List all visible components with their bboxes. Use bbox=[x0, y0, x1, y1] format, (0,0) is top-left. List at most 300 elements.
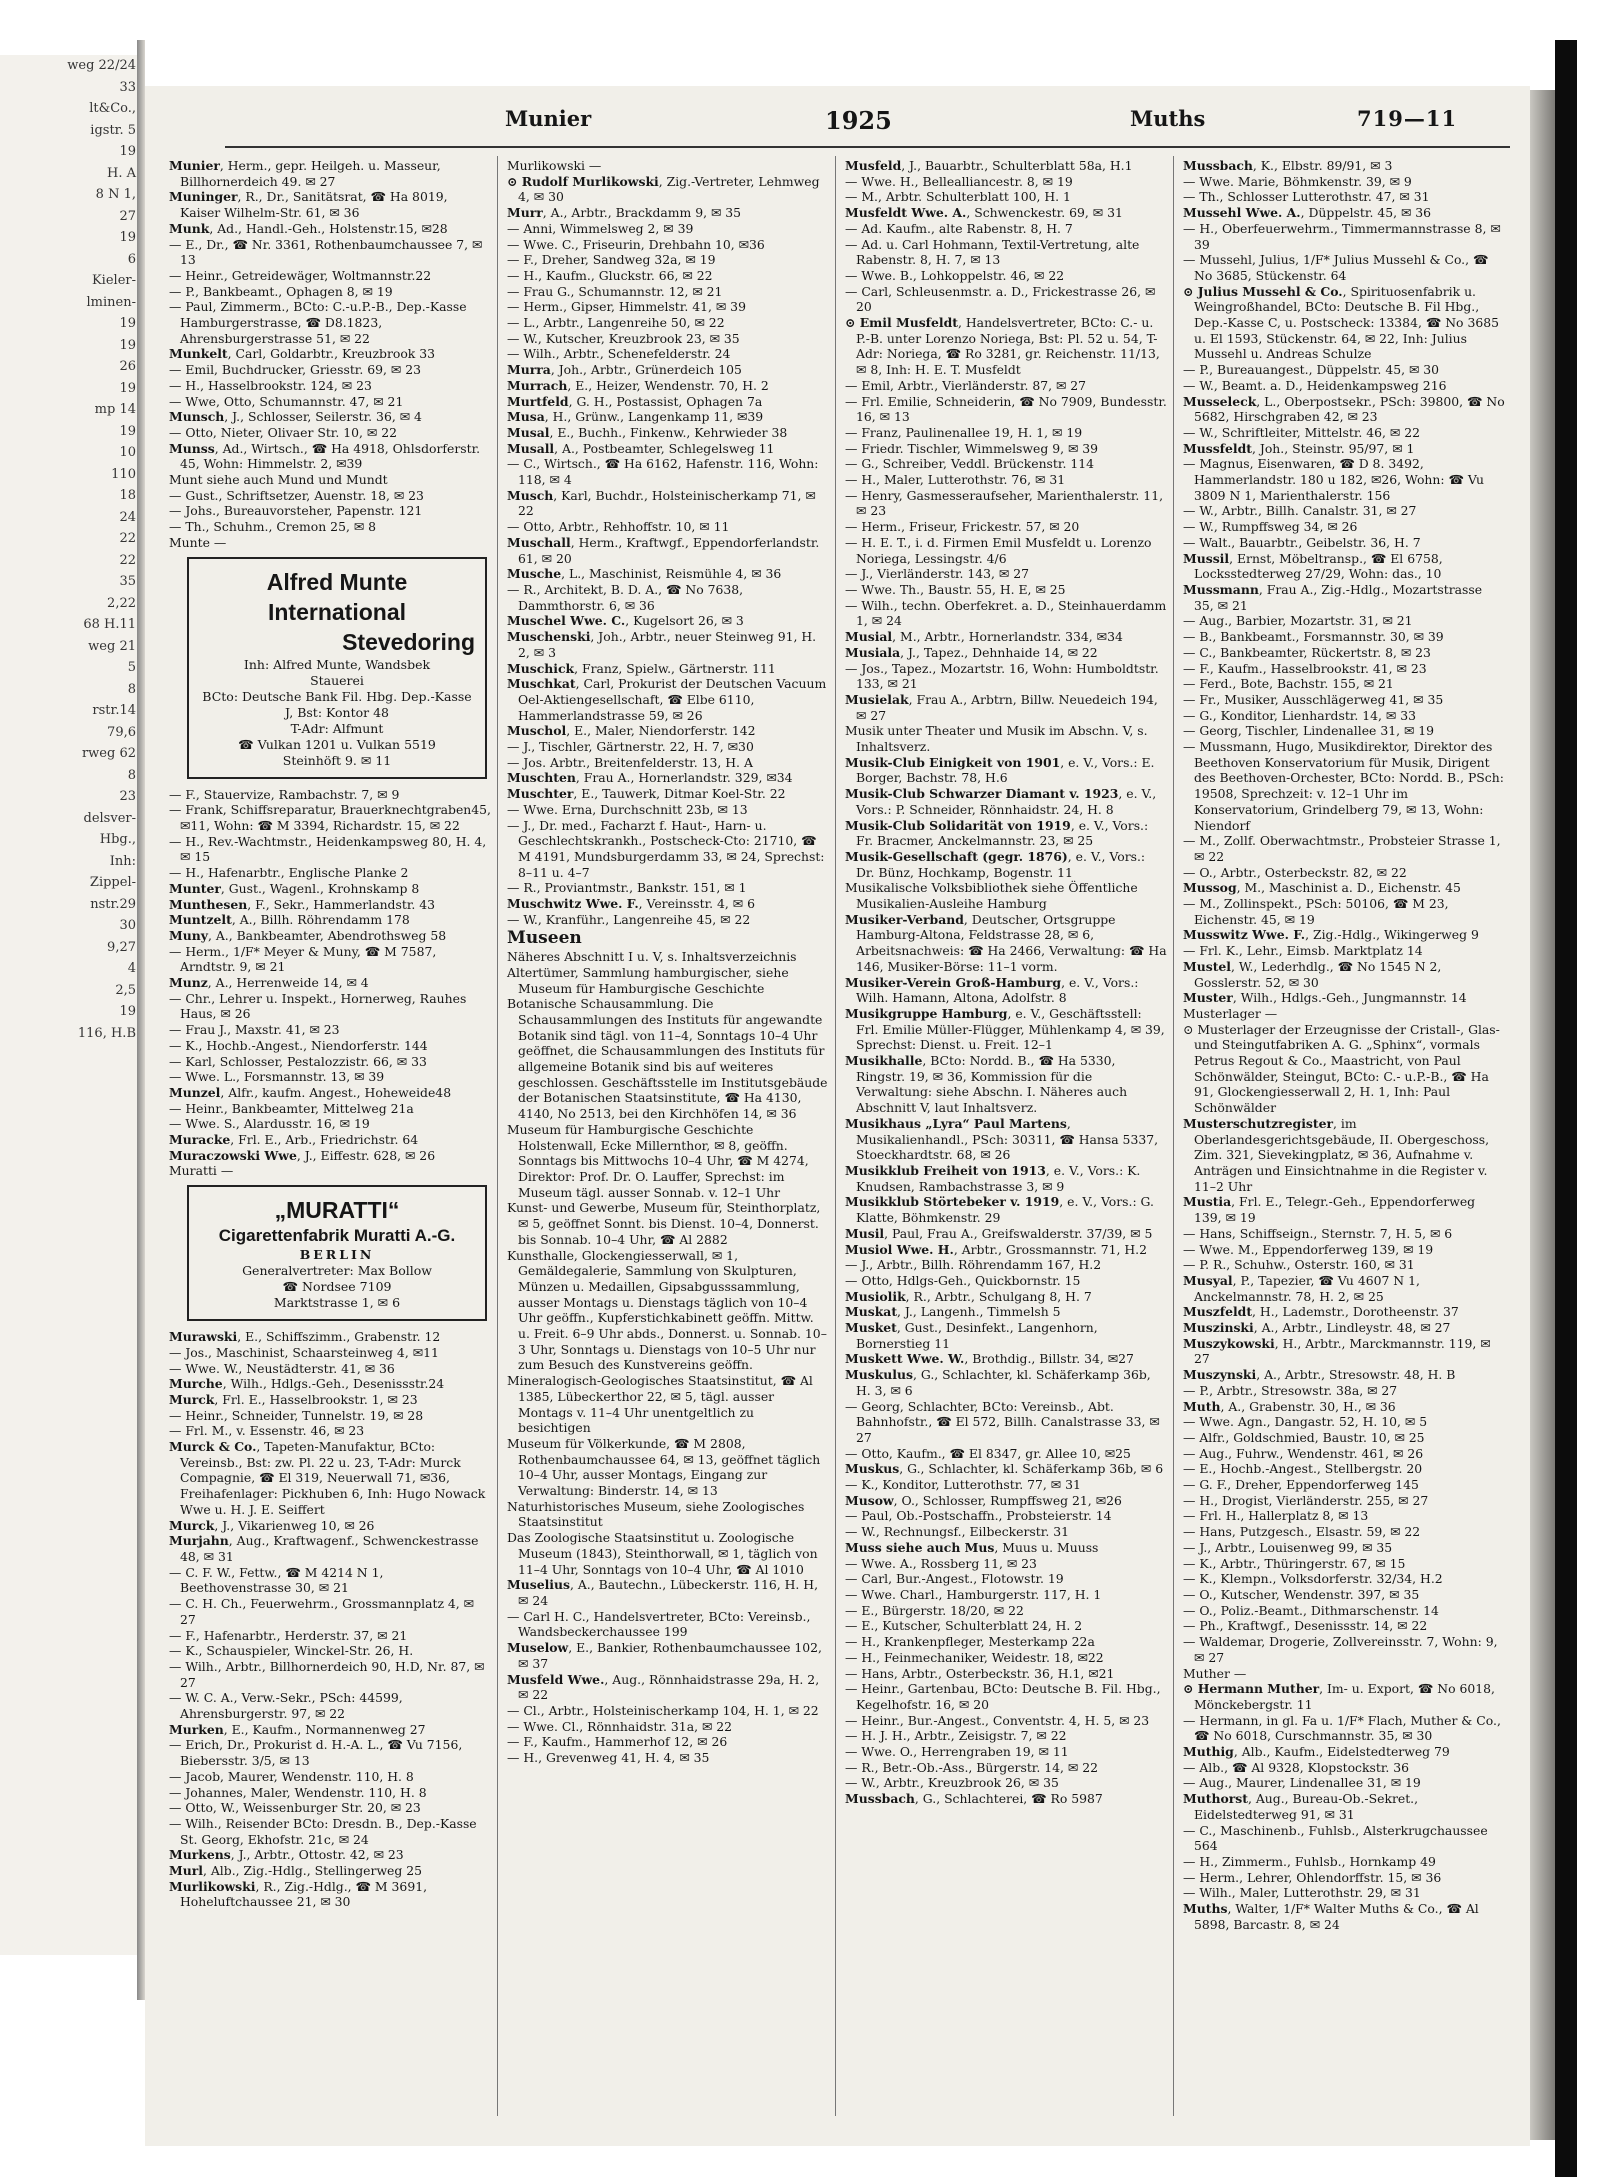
directory-entry: — Wwe. M., Eppendorferweg 139, ✉ 19 bbox=[1183, 1241, 1434, 1257]
directory-entry: — Wwe. C., Friseurin, Drehbahn 10, ✉36 bbox=[507, 236, 765, 252]
directory-entry: Mussfeldt, Joh., Steinstr. 95/97, ✉ 1 bbox=[1183, 440, 1415, 456]
directory-entry: Musik-Club Schwarzer Diamant v. 1923, e. V., Vors.: P. Schneider, Rönnhaidstr. 24, H. 8 bbox=[845, 786, 1157, 817]
ad-address: Steinhöft 9. ✉ 11 bbox=[282, 752, 392, 768]
directory-entry: — Frl. Emilie, Schneiderin, ☎ No 7909, Bundesstr. 16, ✉ 13 bbox=[845, 393, 1167, 425]
directory-entry: Muszynski, A., Arbtr., Stresowstr. 48, H. B bbox=[1183, 1367, 1456, 1383]
header-right-word: Muths bbox=[1130, 106, 1206, 131]
directory-entry: — Hans, Putzgesch., Elsastr. 59, ✉ 22 bbox=[1183, 1524, 1421, 1540]
directory-entry: — Chr., Lehrer u. Inspekt., Hornerweg, Rauhes Haus, ✉ 26 bbox=[169, 990, 467, 1022]
directory-entry: Munthesen, F., Sekr., Hammerlandstr. 43 bbox=[169, 896, 436, 912]
directory-entry: — Aug., Fuhrw., Wendenstr. 461, ✉ 26 bbox=[1183, 1445, 1424, 1461]
directory-entry: — Wwe. Charl., Hamburgerstr. 117, H. 1 bbox=[845, 1586, 1102, 1602]
margin-fragment: 8 bbox=[127, 767, 136, 783]
directory-entry: — O., Kutscher, Wendenstr. 397, ✉ 35 bbox=[1183, 1586, 1420, 1602]
directory-entry: — W., Rechnungsf., Eilbeckerstr. 31 bbox=[845, 1524, 1069, 1540]
directory-entry: — Heinr., Getreidewäger, Woltmannstr.22 bbox=[169, 267, 432, 283]
margin-fragment: 2,22 bbox=[107, 595, 136, 611]
directory-entry: — P. R., Schuhw., Osterstr. 160, ✉ 31 bbox=[1183, 1257, 1415, 1273]
directory-entry: Muskett Wwe. W., Brothdig., Billstr. 34, ✉27 bbox=[845, 1351, 1134, 1367]
directory-entry: — J., Arbtr., Louisenweg 99, ✉ 35 bbox=[1183, 1539, 1393, 1555]
directory-entry: — H., Kaufm., Gluckstr. 66, ✉ 22 bbox=[507, 267, 713, 283]
directory-entry: Muratti — bbox=[169, 1163, 234, 1179]
directory-entry: Musial, M., Arbtr., Hornerlandstr. 334, ✉34 bbox=[845, 629, 1123, 645]
directory-entry: — R., Proviantmstr., Bankstr. 151, ✉ 1 bbox=[507, 880, 747, 896]
directory-entry: — Aug., Maurer, Lindenallee 31, ✉ 19 bbox=[1183, 1775, 1421, 1791]
section-note: Näheres Abschnitt I u. V, s. Inhaltsverzeichnis bbox=[507, 949, 797, 965]
directory-entry: Murtfeld, G. H., Postassist, Ophagen 7a bbox=[507, 393, 763, 409]
directory-entry: — Wwe. B., Lohkoppelstr. 46, ✉ 22 bbox=[845, 267, 1065, 283]
directory-entry: Musket, Gust., Desinfekt., Langenhorn, Bornerstieg 11 bbox=[845, 1320, 1098, 1351]
directory-entry: — Carl, Schleusenmstr. a. D., Frickestrasse 26, ✉ 20 bbox=[845, 283, 1156, 315]
ad-title: Stevedoring bbox=[342, 628, 475, 655]
directory-entry: — H., Hafenarbtr., Englische Planke 2 bbox=[169, 865, 409, 881]
directory-entry: Mussehl Wwe. A., Düppelstr. 45, ✉ 36 bbox=[1183, 205, 1432, 221]
margin-fragment: 5 bbox=[127, 660, 136, 675]
directory-entry: — Heinr., Bankbeamter, Mittelweg 21a bbox=[169, 1100, 414, 1116]
header-rule bbox=[225, 146, 1510, 148]
directory-entry: Musyal, P., Tapezier, ☎ Vu 4607 N 1, Anckelmannstr. 78, H. 2, ✉ 25 bbox=[1183, 1272, 1420, 1304]
directory-entry: Muschick, Franz, Spielw., Gärtnerstr. 111 bbox=[507, 660, 776, 676]
directory-entry: — W., Beamt. a. D., Heidenkampsweg 216 bbox=[1183, 377, 1447, 393]
margin-fragment: 19 bbox=[119, 316, 136, 331]
directory-entry: Munz, A., Herrenweide 14, ✉ 4 bbox=[169, 975, 369, 991]
directory-entry: — Frank, Schiffsreparatur, Brauerknechtgraben45, ✉11, Wohn: ☎ M 3394, Richardstr. 15, ✉ 22 bbox=[169, 802, 491, 833]
directory-entry: — Otto, Arbtr., Rehhoffstr. 10, ✉ 11 bbox=[507, 519, 730, 535]
directory-entry: Musiolik, R., Arbtr., Schulgang 8, H. 7 bbox=[845, 1288, 1092, 1304]
directory-entry: — Frau J., Maxstr. 41, ✉ 23 bbox=[169, 1022, 340, 1038]
directory-entry: — Franz, Paulinenallee 19, H. 1, ✉ 19 bbox=[845, 424, 1083, 440]
directory-entry: Musik-Club Einigkeit von 1901, e. V., Vors.: E. Borger, Bachstr. 78, H.6 bbox=[845, 754, 1155, 786]
directory-entry: ⊙ Emil Musfeldt, Handelsvertreter, BCto: C.- u. P.-B. unter Lorenzo Noriega, Bst: Pl. 52 u. 54, T-Adr: Noriega, ☎ Ro 3281, gr. Reichenstr. 11/13, ✉ 8, Inh: H. E. T. Musfeldt bbox=[845, 315, 1160, 378]
directory-entry: Mussil, Ernst, Möbeltransp., ☎ El 6758, Locksstedterweg 27/29, Wohn: das., 10 bbox=[1183, 550, 1443, 582]
directory-entry: — Wwe. A., Rossberg 11, ✉ 23 bbox=[845, 1555, 1037, 1571]
directory-entry: Musikklub Störtebeker v. 1919, e. V., Vors.: G. Klatte, Böhmkenstr. 29 bbox=[845, 1194, 1154, 1226]
directory-entry: — Emil, Arbtr., Vierländerstr. 87, ✉ 27 bbox=[845, 377, 1087, 393]
margin-fragment: 2,5 bbox=[115, 982, 136, 998]
directory-entry: Munss, Ad., Wirtsch., ☎ Ha 4918, Ohlsdorferstr. 45, Wohn: Himmelstr. 2, ✉39 bbox=[169, 440, 481, 472]
directory-entry: — C., Wirtsch., ☎ Ha 6162, Hafenstr. 116, Wohn: 118, ✉ 4 bbox=[507, 456, 819, 488]
museum-entry: Naturhistorisches Museum, siehe Zoologisches Staatsinstitut bbox=[507, 1498, 805, 1530]
directory-entry: Muracke, Frl. E., Arb., Friedrichstr. 64 bbox=[169, 1132, 419, 1148]
directory-entry: — M., Arbtr. Schulterblatt 100, H. 1 bbox=[845, 189, 1071, 205]
header-left-word: Munier bbox=[505, 106, 592, 131]
directory-entry: Muntzelt, A., Billh. Röhrendamm 178 bbox=[169, 912, 410, 928]
column-3 bbox=[845, 158, 1167, 1807]
margin-fragment: rstr.14 bbox=[92, 703, 136, 718]
directory-entry: — M., Zollinspekt., PSch: 50106, ☎ M 23, Eichenstr. 45, ✉ 19 bbox=[1183, 896, 1449, 927]
margin-fragment: Inh: bbox=[109, 853, 136, 869]
directory-entry: — Wilh., Arbtr., Billhornerdeich 90, H.D, Nr. 87, ✉ 27 bbox=[169, 1658, 485, 1690]
directory-entry: Munkelt, Carl, Goldarbtr., Kreuzbrook 33 bbox=[169, 346, 436, 362]
margin-fragment: mp 14 bbox=[94, 402, 136, 417]
directory-entry: — Waldemar, Drogerie, Zollvereinsstr. 7, Wohn: 9, ✉ 27 bbox=[1183, 1634, 1498, 1665]
museum-entry: Kunst- und Gewerbe, Museum für, Steinthorplatz, ✉ 5, geöffnet Sonnt. bis Dienst. 10–4, Donnerst. bis Sonnab. 10–4 Uhr, ☎ Al 2882 bbox=[507, 1200, 821, 1247]
directory-entry: Muthorst, Aug., Bureau-Ob.-Sekret., Eidelstedterweg 91, ✉ 31 bbox=[1183, 1791, 1419, 1822]
directory-entry: — Wilh., Arbtr., Schenefelderstr. 24 bbox=[507, 346, 731, 362]
directory-entry: — Herm., 1/F* Meyer & Muny, ☎ M 7587, Arndtstr. 9, ✉ 21 bbox=[169, 943, 437, 975]
directory-entry: Musfeld, J., Bauarbtr., Schulterblatt 58a, H.1 bbox=[845, 158, 1133, 173]
directory-entry: — H. E. T., i. d. Firmen Emil Musfeldt u. Lorenzo Noriega, Lessingstr. 4/6 bbox=[845, 534, 1152, 566]
margin-fragment: 27 bbox=[119, 208, 136, 224]
directory-entry: Murr, A., Arbtr., Brackdamm 9, ✉ 35 bbox=[507, 205, 742, 221]
directory-entry: ⊙ Musterlager der Erzeugnisse der Cristall-, Glas- und Steingutfabriken A. G. „Sphinx“, vormals Petrus Regout & Co., Maastricht, von Paul Schönwälder, Steingut, BCto: C.- u.P.-B., ☎ Ha 91, Glockengiesserwall 2, H. 1, Inh: Paul Schönwälder bbox=[1183, 1021, 1500, 1116]
directory-entry: — Alb., ☎ Al 9328, Klopstockstr. 36 bbox=[1183, 1759, 1410, 1775]
directory-entry: — Hans, Schiffseign., Sternstr. 7, H. 5, ✉ 6 bbox=[1183, 1225, 1453, 1241]
directory-entry: Munzel, Alfr., kaufm. Angest., Hoheweide48 bbox=[169, 1084, 452, 1100]
directory-entry: Munter, Gust., Wagenl., Krohnskamp 8 bbox=[169, 880, 420, 896]
margin-fragment: 23 bbox=[119, 789, 136, 804]
directory-entry: — Friedr. Tischler, Wimmelsweg 9, ✉ 39 bbox=[845, 440, 1099, 456]
museum-entry: Altertümer, Sammlung hamburgischer, siehe Museum für Hamburgische Geschichte bbox=[507, 964, 789, 996]
directory-entry: — Johannes, Maler, Wendenstr. 110, H. 8 bbox=[169, 1784, 427, 1800]
directory-entry: — Georg, Tischler, Lindenallee 31, ✉ 19 bbox=[1183, 723, 1435, 739]
directory-entry: — K., Konditor, Lutterothstr. 77, ✉ 31 bbox=[845, 1477, 1081, 1493]
directory-entry: — W., Kutscher, Kreuzbrook 23, ✉ 35 bbox=[507, 330, 740, 346]
directory-entry: — E., Dr., ☎ Nr. 3361, Rothenbaumchaussee 7, ✉ 13 bbox=[169, 236, 483, 268]
directory-entry: — Anni, Wimmelsweg 2, ✉ 39 bbox=[507, 220, 694, 236]
column-2 bbox=[507, 158, 829, 1766]
directory-entry: — G. F., Dreher, Eppendorferweg 145 bbox=[1183, 1477, 1419, 1493]
directory-entry: — J., Dr. med., Facharzt f. Haut-, Harn- u. Geschlechtskrankh., Postscheck-Cto: 21710, ☎ M 4191, Mundsburgerdamm 33, ✉ 24, Sprechst: 8–11 u. 4–7 bbox=[507, 817, 825, 880]
margin-fragment: 30 bbox=[119, 918, 136, 933]
directory-entry: — Jos. Arbtr., Breitenfelderstr. 13, H. A bbox=[507, 754, 753, 770]
directory-entry: Musche, L., Maschinist, Reismühle 4, ✉ 36 bbox=[507, 566, 782, 582]
directory-entry: — E., Bürgerstr. 18/20, ✉ 22 bbox=[845, 1602, 1024, 1618]
margin-fragment: weg 22/24 bbox=[67, 58, 136, 73]
directory-entry: — Frl. M., v. Essenstr. 46, ✉ 23 bbox=[169, 1423, 365, 1439]
directory-entry: — Wwe. L., Forsmannstr. 13, ✉ 39 bbox=[169, 1069, 385, 1085]
directory-entry: Mussbach, G., Schlachterei, ☎ Ro 5987 bbox=[845, 1791, 1103, 1807]
museum-entry: Das Zoologische Staatsinstitut u. Zoologische Museum (1843), Steinthorwall, ✉ 1, täglich von 11–4 Uhr, Sonntags von 10–4 Uhr, ☎ Al 1010 bbox=[507, 1530, 818, 1577]
directory-entry: — Heinr., Bur.-Angest., Conventstr. 4, H. 5, ✉ 23 bbox=[845, 1712, 1150, 1728]
directory-entry: Musal, E., Buchh., Finkenw., Kehrwieder 38 bbox=[507, 424, 788, 440]
directory-entry: Muschter, E., Tauwerk, Ditmar Koel-Str. 22 bbox=[507, 786, 786, 802]
directory-entry: Muny, A., Bankbeamter, Abendrothsweg 58 bbox=[169, 927, 447, 943]
ad-telegram: T-Adr: Alfmunt bbox=[290, 720, 384, 736]
directory-entry: Muskulus, G., Schlachter, kl. Schäferkamp 36b, H. 3, ✉ 6 bbox=[845, 1367, 1151, 1398]
margin-fragment: 35 bbox=[119, 574, 136, 589]
directory-entry: Muszfeldt, H., Lademstr., Dorotheenstr. 37 bbox=[1183, 1304, 1459, 1320]
directory-entry: — K., Arbtr., Thüringerstr. 67, ✉ 15 bbox=[1183, 1555, 1406, 1571]
directory-entry: Musiker-Verein Groß-Hamburg, e. V., Vors.: Wilh. Hamann, Altona, Adolfstr. 8 bbox=[845, 974, 1139, 1006]
directory-entry: Muths, Walter, 1/F* Walter Muths & Co., ☎ Al 5898, Barcastr. 8, ✉ 24 bbox=[1183, 1901, 1479, 1932]
margin-fragment: 19 bbox=[119, 230, 136, 245]
directory-entry: — Herm., Gipser, Himmelstr. 41, ✉ 39 bbox=[507, 299, 746, 315]
directory-entry: — Wwe. Agn., Dangastr. 52, H. 10, ✉ 5 bbox=[1183, 1414, 1428, 1430]
directory-entry: — Wilh., Maler, Lutterothstr. 29, ✉ 31 bbox=[1183, 1885, 1421, 1901]
ad-phone: ☎ Vulkan 1201 u. Vulkan 5519 bbox=[238, 736, 436, 752]
margin-fragment: 110 bbox=[111, 466, 136, 482]
directory-entry: — Paul, Zimmerm., BCto: C.-u.P.-B., Dep.-Kasse Hamburgerstrasse, ☎ D8.1823, Ahrensburgerstrasse 51, ✉ 22 bbox=[169, 299, 467, 346]
column-4 bbox=[1183, 158, 1505, 1932]
directory-entry: Musiala, J., Tapez., Dehnhaide 14, ✉ 22 bbox=[845, 644, 1098, 660]
directory-entry: Musterlager — bbox=[1183, 1005, 1278, 1021]
directory-entry: Musik-Club Solidarität von 1919, e. V., Vors.: Fr. Bracmer, Anckelmannstr. 23, ✉ 25 bbox=[845, 817, 1149, 849]
directory-entry: — W., Schriftleiter, Mittelstr. 46, ✉ 22 bbox=[1183, 424, 1420, 440]
directory-entry: Musiol Wwe. H., Arbtr., Grossmannstr. 71, H.2 bbox=[845, 1241, 1147, 1257]
directory-entry: — Mussehl, Julius, 1/F* Julius Mussehl & Co., ☎ No 3685, Stückenstr. 64 bbox=[1183, 252, 1489, 283]
directory-entry: Muraczowski Wwe, J., Eiffestr. 628, ✉ 26 bbox=[169, 1147, 436, 1163]
directory-entry: — O., Arbtr., Osterbeckstr. 82, ✉ 22 bbox=[1183, 864, 1407, 880]
margin-fragment: rweg 62 bbox=[81, 746, 136, 761]
directory-entry: — E., Kutscher, Schulterblatt 24, H. 2 bbox=[845, 1618, 1083, 1634]
column-1 bbox=[169, 158, 491, 1910]
ad-phone: ☎ Nordsee 7109 bbox=[282, 1279, 392, 1295]
directory-entry: — H., Rev.-Wachtmstr., Heidenkampsweg 80, H. 4, ✉ 15 bbox=[169, 833, 487, 865]
directory-entry: — Jos., Maschinist, Schaarsteinweg 4, ✉11 bbox=[169, 1344, 439, 1360]
directory-entry: — Otto, Hdlgs-Geh., Quickbornstr. 15 bbox=[845, 1272, 1081, 1288]
museum-entry: Museum für Völkerkunde, ☎ M 2808, Rothenbaumchaussee 64, ✉ 13, geöffnet täglich 10–4 Uhr, ausser Montags, Eingang zur Verwaltung: Binderstr. 14, ✉ 13 bbox=[507, 1435, 821, 1499]
directory-entry: Musikalische Volksbibliothek siehe Öffentliche Musikalien-Ausleihe Hamburg bbox=[845, 880, 1138, 912]
directory-entry: — G., Konditor, Lienhardstr. 14, ✉ 33 bbox=[1183, 707, 1416, 723]
directory-entry: — J., Arbtr., Billh. Röhrendamm 167, H.2 bbox=[845, 1257, 1102, 1273]
directory-entry: Musikgruppe Hamburg, e. V., Geschäftsstell: Frl. Emilie Müller-Flügger, Mühlenkamp 4, ✉ 39, Sprechst: Dienst. u. Freit. 12–1 bbox=[845, 1005, 1165, 1053]
directory-entry: — P., Bureauangest., Düppelstr. 45, ✉ 30 bbox=[1183, 362, 1440, 378]
directory-entry: — Wwe. Erna, Durchschnitt 23b, ✉ 13 bbox=[507, 801, 748, 817]
directory-entry: ⊙ Hermann Muther, Im- u. Export, ☎ No 6018, Mönckebergstr. 11 bbox=[1183, 1681, 1495, 1712]
directory-entry: — Paul, Ob.-Postschaffn., Probsteierstr. 14 bbox=[845, 1508, 1112, 1524]
directory-entry: — F., Dreher, Sandweg 32a, ✉ 19 bbox=[507, 252, 716, 268]
directory-entry: Musikhaus „Lyra“ Paul Martens, Musikalienhandl., PSch: 30311, ☎ Hansa 5337, Stoeckhardtstr. 68, ✉ 26 bbox=[845, 1115, 1159, 1163]
header-page-number: 719—11 bbox=[1357, 106, 1458, 131]
margin-fragment: lminen- bbox=[86, 294, 136, 310]
directory-entry: Muster, Wilh., Hdlgs.-Geh., Jungmannstr. 14 bbox=[1183, 990, 1467, 1006]
directory-entry: Musch, Karl, Buchdr., Holsteinischerkamp 71, ✉ 22 bbox=[507, 487, 816, 519]
directory-entry: — W., Arbtr., Billh. Canalstr. 31, ✉ 27 bbox=[1183, 503, 1417, 519]
margin-fragment: 19 bbox=[119, 1004, 136, 1019]
margin-fragment: 19 bbox=[119, 380, 136, 396]
ad-title: „MURATTI“ bbox=[274, 1197, 400, 1224]
directory-entry: Muszykowski, H., Arbtr., Marckmannstr. 119, ✉ 27 bbox=[1183, 1335, 1491, 1367]
directory-entry: — H., Oberfeuerwehrm., Timmermannstrasse 8, ✉ 39 bbox=[1183, 220, 1501, 252]
directory-entry: — Johs., Bureauvorsteher, Papenstr. 121 bbox=[169, 503, 423, 519]
directory-entry: — H., Drogist, Vierländerstr. 255, ✉ 27 bbox=[1183, 1492, 1429, 1508]
directory-entry: — C., Maschinenb., Fuhlsb., Alsterkrugchaussee 564 bbox=[1183, 1822, 1488, 1854]
directory-entry: Murck, J., Vikarienweg 10, ✉ 26 bbox=[169, 1517, 375, 1533]
margin-fragment: 26 bbox=[119, 359, 136, 374]
directory-entry: — Karl, Schlosser, Pestalozzistr. 66, ✉ 33 bbox=[169, 1053, 427, 1069]
directory-entry: — K., Klempn., Volksdorferstr. 32/34, H.2 bbox=[1183, 1571, 1443, 1587]
directory-entry: Musik-Gesellschaft (gegr. 1876), e. V., Vors.: Dr. Bünz, Hochkamp, Bogenstr. 11 bbox=[845, 848, 1146, 880]
margin-fragment: 10 bbox=[119, 445, 136, 460]
directory-entry: Mussbach, K., Elbstr. 89/91, ✉ 3 bbox=[1183, 158, 1393, 173]
directory-entry: — O., Poliz.-Beamt., Dithmarschenstr. 14 bbox=[1183, 1602, 1439, 1618]
directory-entry: — F., Kaufm., Hammerhof 12, ✉ 26 bbox=[507, 1734, 728, 1750]
margin-fragment: H. A bbox=[107, 165, 136, 181]
margin-fragment: 8 N 1, bbox=[95, 187, 136, 202]
directory-entry: Muther — bbox=[1183, 1665, 1247, 1681]
directory-entry: Munsch, J., Schlosser, Seilerstr. 36, ✉ 4 bbox=[169, 409, 422, 425]
directory-entry: — Wwe. Marie, Böhmkenstr. 39, ✉ 9 bbox=[1183, 173, 1412, 189]
directory-entry: Musil, Paul, Frau A., Greifswalderstr. 37/39, ✉ 5 bbox=[845, 1225, 1153, 1241]
margin-fragment: 68 H.11 bbox=[83, 617, 136, 632]
directory-entry: Murawski, E., Schiffszimm., Grabenstr. 12 bbox=[169, 1329, 441, 1345]
ad-representative: Generalvertreter: Max Bollow bbox=[242, 1263, 432, 1279]
ad-subtitle: Cigarettenfabrik Muratti A.-G. bbox=[218, 1226, 456, 1246]
directory-entry: Mustia, Frl. E., Telegr.-Geh., Eppendorferweg 139, ✉ 19 bbox=[1183, 1194, 1476, 1226]
margin-fragment: 19 bbox=[119, 337, 136, 353]
directory-entry: — H., Grevenweg 41, H. 4, ✉ 35 bbox=[507, 1750, 710, 1766]
directory-entry: Muss siehe auch Mus, Muus u. Muuss bbox=[845, 1539, 1099, 1555]
directory-entry: — Walt., Bauarbtr., Geibelstr. 36, H. 7 bbox=[1183, 534, 1421, 550]
directory-entry: — Gust., Schriftsetzer, Auenstr. 18, ✉ 23 bbox=[169, 487, 424, 503]
margin-fragment: 6 bbox=[127, 251, 136, 267]
directory-entry: Muschall, Herm., Kraftwgf., Eppendorferlandstr. 61, ✉ 20 bbox=[507, 534, 820, 566]
directory-entry: Musiker-Verband, Deutscher, Ortsgruppe Hamburg-Altona, Feldstrasse 28, ✉ 6, Arbeitsnachweis: ☎ Ha 2466, Verwaltung: ☎ Ha 146, Musiker-Börse: 11–1 vorm. bbox=[845, 911, 1167, 974]
margin-fragment: 4 bbox=[127, 961, 136, 976]
directory-entry: Musall, A., Postbeamter, Schlegelsweg 11 bbox=[507, 440, 775, 456]
directory-entry: Muthig, Alb., Kaufm., Eidelstedterweg 79 bbox=[1183, 1744, 1450, 1760]
directory-entry: Musfeld Wwe., Aug., Rönnhaidstrasse 29a, H. 2, ✉ 22 bbox=[507, 1671, 820, 1703]
margin-fragment: Kieler- bbox=[91, 273, 136, 288]
directory-entry: Musseleck, L., Oberpostsekr., PSch: 39800, ☎ No 5682, Hirschgraben 42, ✉ 23 bbox=[1183, 393, 1505, 425]
page-header bbox=[145, 106, 1530, 142]
margin-fragment: 24 bbox=[119, 509, 136, 525]
directory-entry: Muskus, G., Schlachter, kl. Schäferkamp 36b, ✉ 6 bbox=[845, 1461, 1164, 1477]
directory-entry: Mussog, M., Maschinist a. D., Eichenstr. 45 bbox=[1183, 880, 1461, 896]
directory-entry: — Herm., Friseur, Frickestr. 57, ✉ 20 bbox=[845, 519, 1080, 535]
directory-entry: — H., Krankenpfleger, Mesterkamp 22a bbox=[845, 1634, 1095, 1650]
directory-entry: — Th., Schlosser Lutterothstr. 47, ✉ 31 bbox=[1183, 189, 1430, 205]
margin-fragment: 18 bbox=[119, 488, 136, 503]
margin-fragment: lt&Co., bbox=[89, 101, 136, 116]
directory-entry: Murken, E., Kaufm., Normannenweg 27 bbox=[169, 1721, 426, 1737]
directory-entry: — J., Tischler, Gärtnerstr. 22, H. 7, ✉30 bbox=[507, 739, 754, 755]
directory-entry: — Mussmann, Hugo, Musikdirektor, Direktor des Beethoven Konservatorium für Musik, Dirigent des Beethoven-Orchester, BCto: Nordd. B., PSch: 19508, Sprechzeit: v. 12–1 Uhr im Konservatorium, Grindelberg 79, ✉ 13, Wohn: Niendorf bbox=[1183, 739, 1504, 833]
directory-entry: — F., Hafenarbtr., Herderstr. 37, ✉ 21 bbox=[169, 1627, 408, 1643]
directory-entry: — H., Hasselbrookstr. 124, ✉ 23 bbox=[169, 377, 372, 393]
directory-entry: Murck, Frl. E., Hasselbrookstr. 1, ✉ 23 bbox=[169, 1391, 418, 1407]
directory-entry: — Wwe. H., Bellealliancestr. 8, ✉ 19 bbox=[845, 173, 1073, 189]
directory-entry: — Wwe. W., Neustädterstr. 41, ✉ 36 bbox=[169, 1360, 395, 1376]
left-page-fragment bbox=[0, 55, 140, 1955]
margin-fragment: weg 21 bbox=[88, 638, 136, 654]
directory-entry: — Otto, Nieter, Olivaer Str. 10, ✉ 22 bbox=[169, 424, 397, 440]
directory-entry: — G., Schreiber, Veddl. Brückenstr. 114 bbox=[845, 456, 1094, 472]
directory-entry: Muskat, J., Langenh., Timmelsh 5 bbox=[845, 1304, 1061, 1320]
directory-entry: — Wwe, Otto, Schumannstr. 47, ✉ 21 bbox=[169, 393, 404, 409]
margin-fragment: 19 bbox=[119, 423, 136, 439]
directory-entry: — Wwe. Th., Baustr. 55, H. E, ✉ 25 bbox=[845, 581, 1066, 597]
directory-entry: Musow, O., Schlosser, Rumpffsweg 21, ✉26 bbox=[845, 1492, 1122, 1508]
directory-entry: — Cl., Arbtr., Holsteinischerkamp 104, H. 1, ✉ 22 bbox=[507, 1702, 819, 1718]
directory-entry: Muninger, R., Dr., Sanitätsrat, ☎ Ha 8019, Kaiser Wilhelm-Str. 61, ✉ 36 bbox=[169, 189, 448, 221]
directory-entry: Mustel, W., Lederhdlg., ☎ No 1545 N 2, Gosslerstr. 52, ✉ 30 bbox=[1183, 958, 1442, 990]
directory-entry: Munier, Herm., gepr. Heilgeh. u. Masseur, Billhornerdeich 49. ✉ 27 bbox=[169, 158, 441, 189]
header-year: 1925 bbox=[825, 106, 892, 135]
directory-entry: Muselius, A., Bautechn., Lübeckerstr. 116, H. H, ✉ 24 bbox=[507, 1577, 819, 1608]
directory-entry: Murlikowski, R., Zig.-Hdlg., ☎ M 3691, Hoheluftchaussee 21, ✉ 30 bbox=[169, 1878, 428, 1910]
directory-entry: — Hans, Arbtr., Osterbeckstr. 36, H.1, ✉21 bbox=[845, 1665, 1115, 1681]
directory-entry: — Frl. K., Lehr., Eimsb. Marktplatz 14 bbox=[1183, 943, 1423, 959]
directory-entry: — L., Arbtr., Langenreihe 50, ✉ 22 bbox=[507, 315, 725, 331]
directory-entry: — E., Hochb.-Angest., Stellbergstr. 20 bbox=[1183, 1461, 1423, 1477]
directory-entry: — W., Rumpffsweg 34, ✉ 26 bbox=[1183, 519, 1358, 535]
column-divider bbox=[497, 156, 498, 2116]
directory-entry: Muschwitz Wwe. F., Vereinsstr. 4, ✉ 6 bbox=[507, 896, 755, 912]
museum-entry: Museum für Hamburgische Geschichte Holstenwall, Ecke Millernthor, ✉ 8, geöffn. Sonntags bis Mittwochs 10–4 Uhr, ☎ M 4274, Direktor: Prof. Dr. O. Lauffer, Sprechst: im Museum tägl. ausser Sonnab. v. 12–1 Uhr bbox=[507, 1121, 809, 1200]
directory-entry: — B., Bankbeamt., Forsmannstr. 30, ✉ 39 bbox=[1183, 629, 1444, 645]
directory-entry: — K., Schauspieler, Winckel-Str. 26, H. bbox=[169, 1643, 414, 1659]
directory-entry: — Fr., Musiker, Ausschlägerweg 41, ✉ 35 bbox=[1183, 691, 1444, 707]
directory-entry: — C. F. W., Fettw., ☎ M 4214 N 1, Beethovenstrasse 30, ✉ 21 bbox=[169, 1564, 384, 1596]
directory-entry: — Aug., Barbier, Mozartstr. 31, ✉ 21 bbox=[1183, 613, 1413, 629]
directory-entry: — Jos., Tapez., Mozartstr. 16, Wohn: Humboldtstr. 133, ✉ 21 bbox=[845, 660, 1159, 692]
directory-entry: — H., Feinmechaniker, Weidestr. 18, ✉22 bbox=[845, 1649, 1104, 1665]
directory-entry: — P., Arbtr., Stresowstr. 38a, ✉ 27 bbox=[1183, 1382, 1398, 1398]
advertisement-munte bbox=[187, 557, 487, 779]
directory-entry: — Georg, Schlachter, BCto: Vereinsb., Abt. Bahnhofstr., ☎ El 572, Billh. Canalstrasse 33, ✉ 27 bbox=[845, 1398, 1160, 1445]
directory-entry: — Th., Schuhm., Cremon 25, ✉ 8 bbox=[169, 519, 377, 535]
directory-entry: — H., Maler, Lutterothstr. 76, ✉ 31 bbox=[845, 472, 1066, 488]
margin-fragment: 22 bbox=[119, 531, 136, 546]
directory-entry: Musa, H., Grünw., Langenkamp 11, ✉39 bbox=[507, 409, 764, 425]
directory-entry: — F., Kaufm., Hasselbrookstr. 41, ✉ 23 bbox=[1183, 660, 1427, 676]
directory-entry: — Wwe. S., Alardusstr. 16, ✉ 19 bbox=[169, 1116, 370, 1132]
directory-entry: Musswitz Wwe. F., Zig.-Hdlg., Wikingerweg 9 bbox=[1183, 927, 1479, 943]
directory-entry: — J., Vierländerstr. 143, ✉ 27 bbox=[845, 566, 1030, 582]
directory-entry: — P., Bankbeamt., Ophagen 8, ✉ 19 bbox=[169, 283, 393, 299]
directory-entry: — Ferd., Bote, Bachstr. 155, ✉ 21 bbox=[1183, 676, 1394, 692]
directory-entry: — Frau G., Schumannstr. 12, ✉ 21 bbox=[507, 283, 723, 299]
directory-entry: — Erich, Dr., Prokurist d. H.-A. L., ☎ Vu 7156, Biebersstr. 3/5, ✉ 13 bbox=[169, 1737, 463, 1769]
page-fold-shadow bbox=[137, 40, 145, 2000]
directory-entry: Musikhalle, BCto: Nordd. B., ☎ Ha 5330, Ringstr. 19, ✉ 36, Kommission für die Verwaltung: siehe Abschn. I. Näheres auch Abschnitt V, laut Inhaltsverz. bbox=[845, 1053, 1128, 1116]
margin-fragment: delsver- bbox=[83, 810, 136, 826]
ad-city: BERLIN bbox=[299, 1247, 375, 1263]
directory-entry: ⊙ Julius Mussehl & Co., Spirituosenfabrik u. Weingroßhandel, BCto: Deutsche B. Fil Hbg., Dep.-Kasse C, u. Postscheck: 13384, ☎ No 3685 u. El 1593, Stückenstr. 64, ✉ 22, Inh: Julius Mussehl u. Andreas Schulze bbox=[1183, 283, 1499, 362]
directory-entry: — Ph., Kraftwgf., Desenissstr. 14, ✉ 22 bbox=[1183, 1618, 1428, 1634]
directory-entry: — Wwe. O., Herrengraben 19, ✉ 11 bbox=[845, 1744, 1069, 1760]
ad-title: Alfred Munte bbox=[266, 568, 408, 595]
directory-entry: — C. H. Ch., Feuerwehrm., Grossmannplatz 4, ✉ 27 bbox=[169, 1596, 475, 1627]
ad-owner: Inh: Alfred Munte, Wandsbek bbox=[243, 656, 431, 672]
directory-entry: — Otto, Kaufm., ☎ El 8347, gr. Allee 10, ✉25 bbox=[845, 1445, 1131, 1461]
scan-edge-shadow bbox=[1530, 90, 1555, 2140]
directory-entry: Munk, Ad., Handl.-Geh., Holstenstr.15, ✉28 bbox=[169, 220, 448, 236]
ad-bank: BCto: Deutsche Bank Fil. Hbg. Dep.-Kasse J, Bst: Kontor 48 bbox=[202, 688, 472, 720]
directory-entry: Muselow, E., Bankier, Rothenbaumchaussee 102, ✉ 37 bbox=[507, 1640, 822, 1671]
margin-fragment: Zippel- bbox=[89, 875, 136, 890]
directory-entry: Murjahn, Aug., Kraftwagenf., Schwenckestrasse 48, ✉ 31 bbox=[169, 1533, 479, 1564]
margin-fragment: igstr. 5 bbox=[90, 122, 136, 138]
ad-title: International bbox=[267, 598, 406, 625]
directory-entry: Murra, Joh., Arbtr., Grünerdeich 105 bbox=[507, 362, 742, 378]
directory-entry: — Frl. H., Hallerplatz 8, ✉ 13 bbox=[1183, 1508, 1369, 1524]
ad-address: Marktstrasse 1, ✉ 6 bbox=[273, 1295, 401, 1311]
directory-entry: Musterschutzregister, im Oberlandesgerichtsgebäude, II. Obergeschoss, Zim. 321, Sievekingplatz, ✉ 36, Aufnahme v. Anträgen und Einsichtnahme in die Register v. 11–2 Uhr bbox=[1183, 1115, 1490, 1194]
directory-entry: — W., Kranführ., Langenreihe 45, ✉ 22 bbox=[507, 911, 751, 927]
directory-entry: Musikklub Freiheit von 1913, e. V., Vors.: K. Knudsen, Rambachstrasse 3, ✉ 9 bbox=[845, 1163, 1141, 1194]
directory-entry: Murck & Co., Tapeten-Manufaktur, BCto: Vereinsb., Bst: zw. Pl. 22 u. 23, T-Adr: Murck Compagnie, ☎ El 319, Neuerwall 71, ✉36, Freihafenlager: Pickhuben 6, Inh: Hugo Nowack Wwe u. H. J. E. Seiffert bbox=[169, 1439, 486, 1517]
museum-entry: Kunsthalle, Glockengiesserwall, ✉ 1, Gemäldegalerie, Sammlung von Skulpturen, Münzen u. Medaillen, Gipsabgusssammlung, ausser Montags u. Dienstags täglich von 10–4 Uhr geöffn., Kupferstichkabinett geöffn. Mittw. u. Freit. 6–9 Uhr abds., Donnerst. u. Sonnab. 10–3 Uhr, Sonntags u. Dienstags von 10–5 Uhr nur zum Besuch des Kunstvereins geöffn. bbox=[507, 1247, 827, 1373]
directory-entry: — Herm., Lehrer, Ohlendorffstr. 15, ✉ 36 bbox=[1183, 1869, 1442, 1885]
directory-entry: — Ad. Kaufm., alte Rabenstr. 8, H. 7 bbox=[845, 220, 1073, 236]
directory-entry: Mussmann, Frau A., Zig.-Hdlg., Mozartstrasse 35, ✉ 21 bbox=[1183, 581, 1483, 613]
column-divider bbox=[1173, 156, 1174, 2116]
directory-entry: — Hermann, in gl. Fa u. 1/F* Flach, Muther & Co., ☎ No 6018, Curschmannstr. 35, ✉ 30 bbox=[1183, 1712, 1501, 1744]
directory-entry: — Heinr., Schneider, Tunnelstr. 19, ✉ 28 bbox=[169, 1407, 424, 1423]
margin-fragment: Hbg., bbox=[99, 832, 136, 847]
directory-entry: — Emil, Buchdrucker, Griesstr. 69, ✉ 23 bbox=[169, 362, 421, 378]
directory-entry: Muth, A., Grabenstr. 30, H., ✉ 36 bbox=[1183, 1398, 1396, 1414]
directory-entry: — Wilh., techn. Oberfekret. a. D., Steinhauerdamm 1, ✉ 24 bbox=[845, 597, 1167, 629]
directory-entry: — Wilh., Reisender BCto: Dresdn. B., Dep.-Kasse St. Georg, Ekhofstr. 21c, ✉ 24 bbox=[169, 1815, 477, 1847]
directory-entry: — Carl, Bur.-Angest., Flotowstr. 19 bbox=[845, 1571, 1064, 1587]
directory-entry: — M., Zollf. Oberwachtmstr., Probsteier Strasse 1, ✉ 22 bbox=[1183, 833, 1501, 864]
directory-entry: Muschol, E., Maler, Niendorferstr. 142 bbox=[507, 723, 756, 739]
margin-fragment: 79,6 bbox=[107, 724, 136, 740]
